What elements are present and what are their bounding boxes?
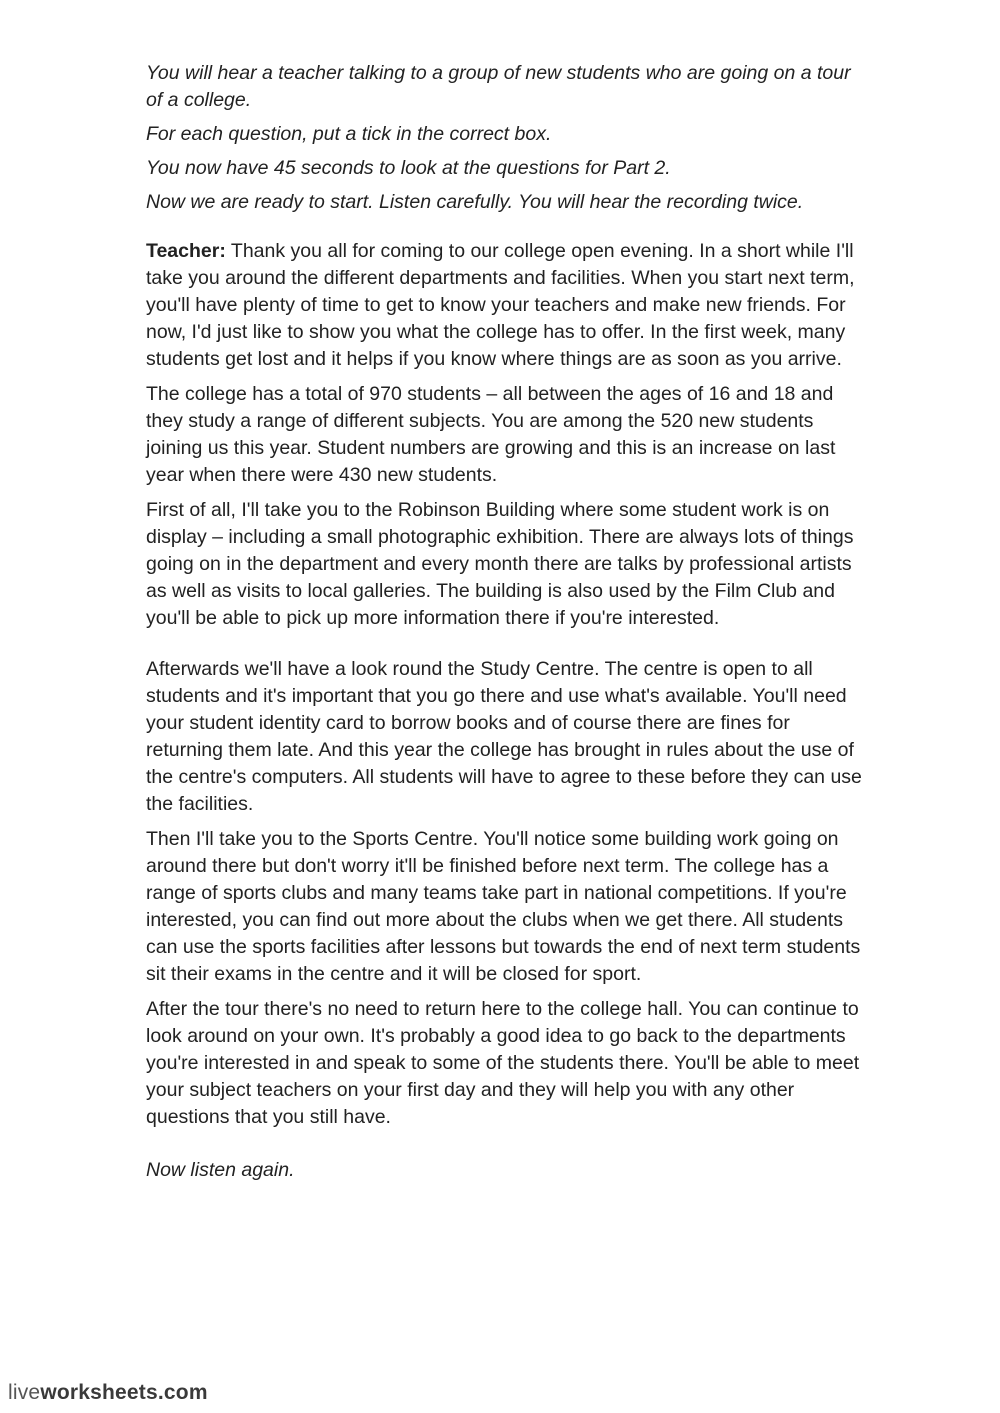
liveworksheets-logo [8, 1380, 208, 1406]
instructions [146, 60, 866, 216]
transcript-paragraph [146, 238, 866, 373]
logo-prefix: live [8, 1381, 41, 1404]
instruction-tick: For each question, put a tick in the correct box. [146, 123, 552, 145]
transcript-paragraph: The college has a total of 970 students – all between the ages of 16 and 18 and they study a range of different subjects. You are among the 520 new students joining us this year. Student numbers are growing and this is an increase on last year when there were 430 new students. [146, 383, 836, 486]
worksheet-page [146, 60, 866, 1184]
speaker-label: Teacher: [146, 240, 226, 262]
logo-suffix: .com [157, 1381, 208, 1404]
closing-instruction: Now listen again. [146, 1159, 295, 1181]
instruction-time: You now have 45 seconds to look at the questions for Part 2. [146, 157, 671, 179]
instruction-intro: You will hear a teacher talking to a group of new students who are going on a tour of a college. [146, 62, 851, 111]
instruction-start: Now we are ready to start. Listen carefully. You will hear the recording twice. [146, 191, 804, 213]
transcript [146, 238, 866, 1131]
transcript-paragraph: Afterwards we'll have a look round the Study Centre. The centre is open to all students and it's important that you go there and use what's available. You'll need your student identity card to borrow books and of course there are fines for returning them late. And this year the college has brought in rules about the use of the centre's computers. All students will have to agree to these before they can use the facilities. [146, 658, 862, 815]
paragraph-text: Thank you all for coming to our college open evening. In a short while I'll take you around the different departments and facilities. When you start next term, you'll have plenty of time to get to know your teachers and make new friends. For now, I'd just like to show you what the college has to offer. In the first week, many students get lost and it helps if you know where things are as soon as you arrive. [146, 240, 855, 370]
transcript-paragraph: After the tour there's no need to return here to the college hall. You can continue to look around on your own. It's probably a good idea to go back to the departments you're interested in and speak to some of the students there. You'll be able to meet your subject teachers on your first day and they will help you with any other questions that you still have. [146, 998, 860, 1128]
logo-bold: worksheets [40, 1381, 158, 1404]
transcript-paragraph: Then I'll take you to the Sports Centre. You'll notice some building work going on around there but don't worry it'll be finished before next term. The college has a range of sports clubs and many teams take part in national competitions. If you're interested, you can find out more about the clubs when we get there. All students can use the sports facilities after lessons but towards the end of next term students sit their exams in the centre and it will be closed for sport. [146, 828, 861, 985]
transcript-paragraph: First of all, I'll take you to the Robinson Building where some student work is on display – including a small photographic exhibition. There are always lots of things going on in the department and every month there are talks by professional artists as well as visits to local galleries. The building is also used by the Film Club and you'll be able to pick up more information there if you're interested. [146, 499, 854, 629]
